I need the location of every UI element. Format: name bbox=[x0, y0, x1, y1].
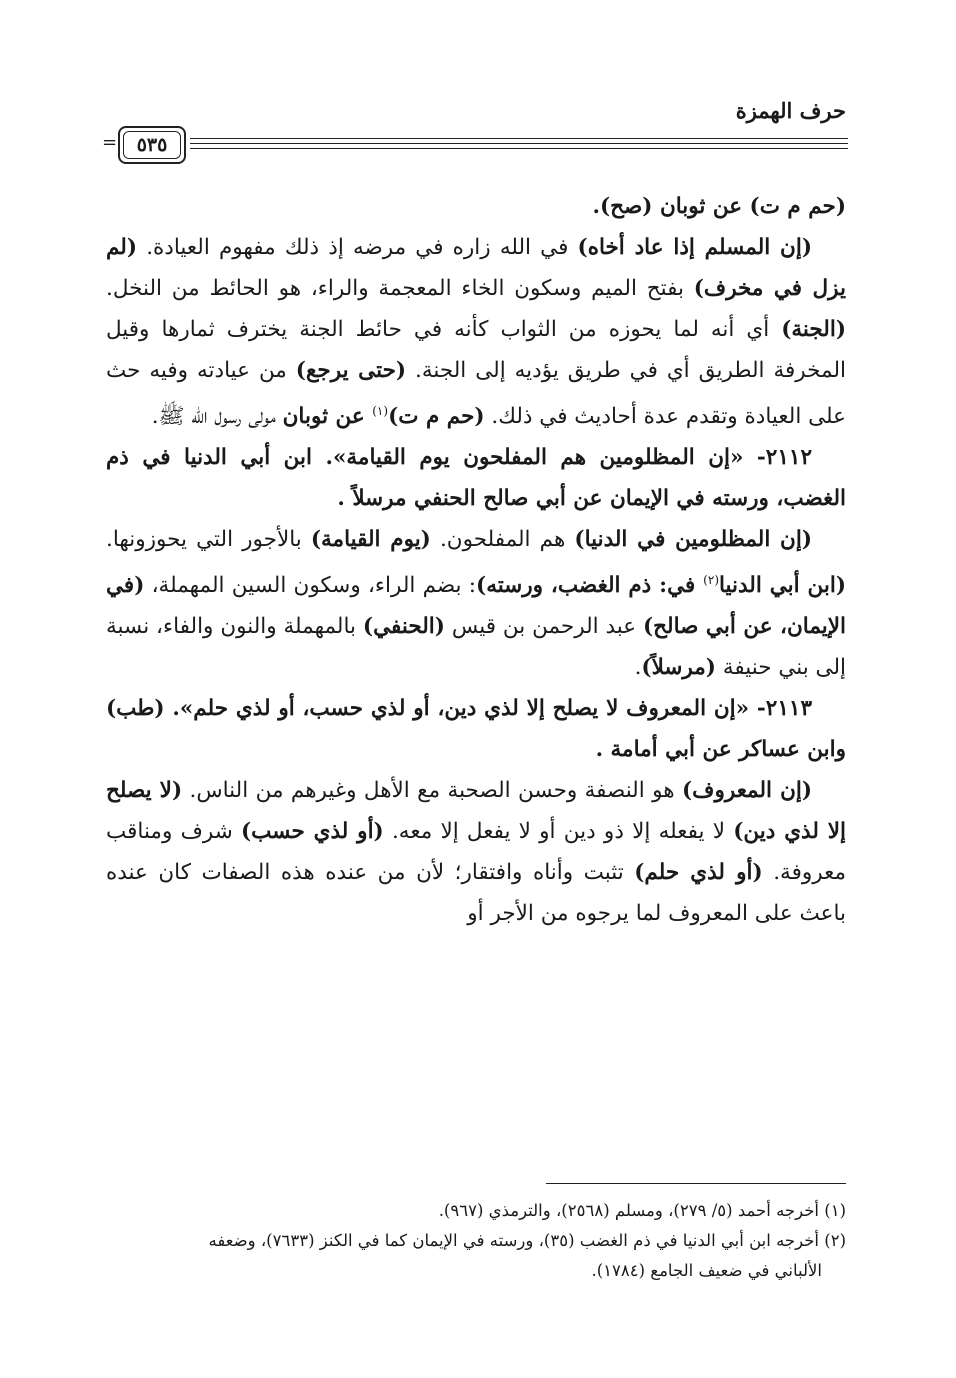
bold-phrase: (أو لذي حلم) bbox=[634, 860, 763, 886]
bold-phrase: (إن المعروف) bbox=[681, 778, 813, 804]
running-header-title: حرف الهمزة bbox=[735, 98, 846, 123]
text-run: من عيادته وفيه حث على العيادة وتقدم عدة أحاديث في ذلك. bbox=[106, 358, 846, 430]
bold-phrase: (في الإيمان، عن أبي صالح) bbox=[106, 573, 846, 640]
bold-phrase: (حتى يرجع) bbox=[295, 358, 407, 383]
bold-phrase: عن ثوبان bbox=[282, 404, 373, 430]
text-run: : بضم الراء، وسكون السين المهملة، bbox=[144, 573, 477, 599]
footnote-2-continued: الألباني في ضعيف الجامع (١٧٨٤). bbox=[591, 1261, 822, 1280]
header-rule bbox=[190, 148, 848, 149]
header-rule bbox=[190, 143, 848, 144]
text-run: عبد الرحمن بن قيس bbox=[444, 614, 643, 640]
footnote-1: (١) أخرجه أحمد (٥/ ٢٧٩)، ومسلم (٢٥٦٨)، والترمذي (٩٦٧). bbox=[438, 1201, 846, 1220]
bold-phrase: (إن المظلومين في الدنيا) bbox=[574, 527, 812, 553]
text-run: بفتح الميم وسكون الخاء المعجمة والراء، هو الحائط من النخل. bbox=[106, 276, 694, 301]
citation-line: (حم م ت) عن ثوبان (صح). bbox=[592, 194, 846, 219]
bold-phrase: (لا يصلح إلا لذي دين) bbox=[106, 778, 846, 845]
header-ornament: = bbox=[102, 132, 118, 153]
header-rule bbox=[190, 138, 848, 139]
footnotes bbox=[106, 1196, 846, 1286]
text-run: تثبت وأناه وافتقار؛ لأن من عنده هذه الصفات كان عنده باعث على المعروف لما يرجوه من الأجر أو bbox=[106, 860, 846, 927]
main-text bbox=[106, 186, 846, 934]
text-run: في الله زاره في مرضه إذ ذلك مفهوم العيادة. bbox=[137, 235, 578, 260]
hadith-2112 bbox=[106, 437, 846, 519]
hadith-2113 bbox=[106, 688, 846, 770]
text-run: . bbox=[634, 655, 642, 681]
text-run: مولى رسول الله ﷺ. bbox=[151, 404, 283, 430]
bold-phrase: (يوم القيامة) bbox=[310, 527, 431, 553]
footnote-divider bbox=[546, 1183, 846, 1184]
bold-phrase: (ابن أبي الدنيا bbox=[719, 573, 846, 599]
bold-phrase: (أو لذي حسب) bbox=[240, 819, 384, 845]
hadith-text: ٢١١٣- «إن المعروف لا يصلح إلا لذي دين، أو لذي حسب، أو لذي حلم». (طب) وابن عساكر عن أبي أمامة . bbox=[106, 696, 846, 763]
footnote-ref[interactable]: (٢) bbox=[703, 573, 719, 588]
hadith-text: ٢١١٢- «إن المظلومين هم المفلحون يوم القيامة». ابن أبي الدنيا في ذم الغضب، ورسته في الإيمان عن أبي صالح الحنفي مرسلاً . bbox=[106, 445, 846, 512]
bold-phrase: في: ذم الغضب، ورسته) bbox=[476, 573, 704, 599]
page-number-box bbox=[118, 126, 186, 164]
bold-phrase: (حم م ت) bbox=[388, 404, 485, 430]
bold-phrase: (مرسلاً) bbox=[641, 655, 716, 681]
bold-phrase: (الجنة) bbox=[781, 317, 846, 342]
paragraph-commentary bbox=[106, 519, 846, 688]
text-run: بالأجور التي يحوزونها. bbox=[106, 527, 311, 553]
bold-phrase: (لم يزل في مخرف) bbox=[106, 235, 846, 301]
text-run: شرف ومناقب معروفة. bbox=[106, 819, 846, 886]
text-run: هم المفلحون. bbox=[430, 527, 575, 553]
text-run: هو النصفة وحسن الصحبة مع الأهل وغيرهم من الناس. bbox=[182, 778, 682, 804]
text-run: بالمهملة والنون والفاء، نسبة إلى بني حنيفة bbox=[106, 614, 846, 681]
footnote-ref[interactable]: (١) bbox=[372, 404, 389, 418]
text-run: لا يفعله إلا ذو دين أو لا يفعل إلا معه. bbox=[383, 819, 734, 845]
paragraph-citation bbox=[106, 186, 846, 227]
footnote-2: (٢) أخرجه ابن أبي الدنيا في ذم الغضب (٣٥)، ورسته في الإيمان كما في الكنز (٧٦٣٣)، وضعفه bbox=[208, 1231, 846, 1250]
text-run: أي أنه لما يحوزه من الثواب كأنه في حائط الجنة يخترف ثمارها وقيل المخرفة الطريق أي في طريق يؤديه إلى الجنة. bbox=[106, 317, 847, 383]
paragraph-commentary bbox=[106, 770, 846, 934]
bold-phrase: (إن المسلم إذا عاد أخاه) bbox=[577, 235, 812, 260]
bold-phrase: (الحنفي) bbox=[362, 614, 445, 640]
paragraph-commentary bbox=[106, 227, 846, 437]
page-number: ٥٣٥ bbox=[136, 134, 168, 156]
